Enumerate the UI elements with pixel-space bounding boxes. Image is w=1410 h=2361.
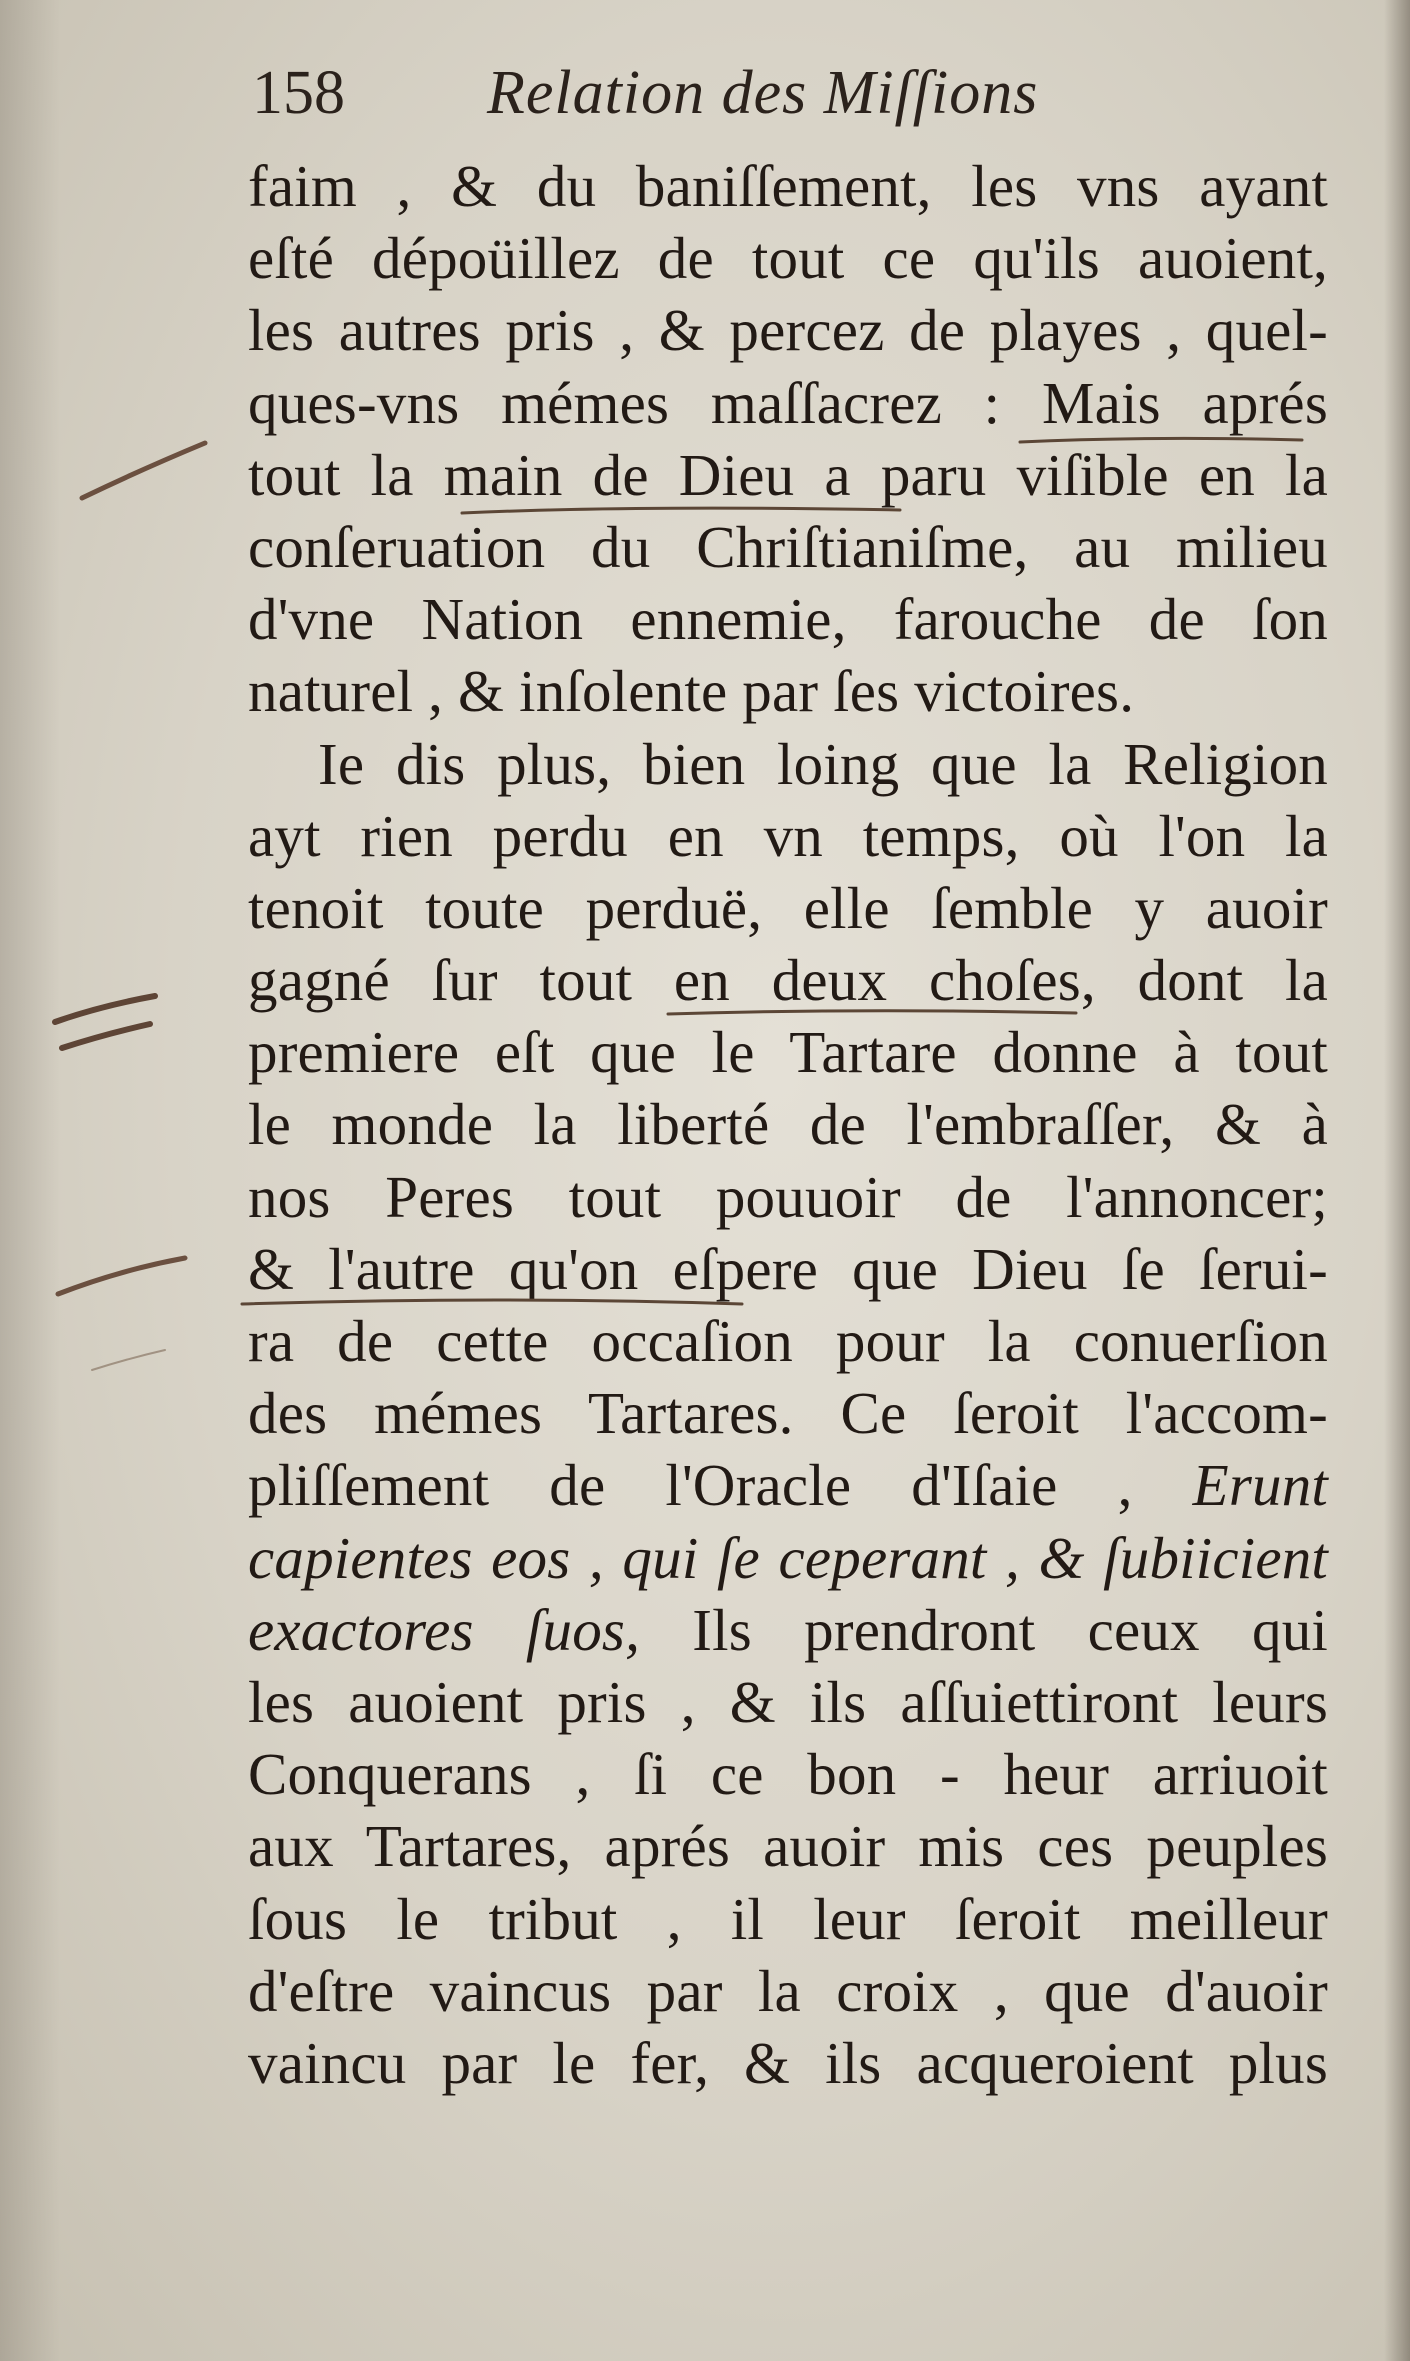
- text-line: des mémes Tartares. Ce ſeroit l'accom-: [248, 1380, 1328, 1447]
- page-number: 158: [252, 59, 345, 127]
- page-edge-shadow: [1384, 0, 1410, 2361]
- page-header: [252, 58, 1312, 138]
- text-line: ayt rien perdu en vn temps, où l'on la: [248, 802, 1328, 869]
- text-line: eſté dépoüillez de tout ce qu'ils auoient,: [248, 225, 1328, 292]
- text-line: nos Peres tout pouuoir de l'annoncer;: [248, 1163, 1328, 1230]
- text-line: les autres pris , & percez de playes , quel-: [248, 297, 1328, 364]
- text-line: Ie dis plus, bien loing que la Religion: [318, 730, 1328, 797]
- text-line: Conquerans , ſi ce bon - heur arriuoit: [248, 1741, 1328, 1808]
- latin-quote-segment: exactores ſuos,: [248, 1596, 641, 1663]
- text-line: d'vne Nation ennemie, farouche de ſon: [248, 586, 1328, 653]
- margin-double-stroke-mark: [55, 996, 155, 1022]
- margin-stroke-mark: [58, 1258, 185, 1294]
- text-line: ra de cette occaſion pour la conuerſion: [248, 1308, 1328, 1374]
- text-line: vaincu par le fer, & ils acqueroient plus: [248, 2029, 1328, 2096]
- latin-quote-line: capientes eos , qui ſe ceperant , & ſubiicient: [248, 1524, 1328, 1591]
- margin-faint-stroke: [92, 1350, 165, 1370]
- text-line: aux Tartares, aprés auoir mis ces peuples: [248, 1813, 1328, 1880]
- text-line: conſeruation du Chriſtianiſme, au milieu: [248, 513, 1328, 580]
- text-line: tout la main de Dieu a paru viſible en la: [248, 441, 1328, 508]
- margin-stroke-mark: [82, 443, 205, 498]
- text-line: naturel , & inſolente par ſes victoires.: [248, 658, 1135, 725]
- text-line: [248, 1594, 1328, 1666]
- text-line: ſous le tribut , il leur ſeroit meilleur: [248, 1885, 1328, 1952]
- text-line: d'eſtre vaincus par la croix , que d'auoir: [248, 1957, 1328, 2024]
- text-line: faim , & du baniſſement, les vns ayant: [248, 153, 1328, 219]
- text-line: gagné ſur tout en deux choſes, dont la: [248, 947, 1328, 1014]
- text-line: [248, 1449, 1328, 1521]
- text-segment: Ils prendront ceux qui: [692, 1596, 1328, 1663]
- text-line: premiere eſt que le Tartare donne à tout: [248, 1019, 1328, 1086]
- margin-double-stroke-mark: [62, 1024, 150, 1048]
- body-text: [248, 150, 1328, 2099]
- text-line: les auoient pris , & ils aſſuiettiront leurs: [248, 1668, 1328, 1735]
- text-line: tenoit toute perduë, elle ſemble y auoir: [248, 874, 1328, 941]
- running-head: Relation des Miſſions: [487, 59, 1039, 127]
- text-line: & l'autre qu'on eſpere que Dieu ſe ſerui-: [248, 1235, 1328, 1302]
- latin-quote-segment: Erunt: [1192, 1452, 1329, 1519]
- page-gutter-shadow: [0, 0, 60, 2361]
- text-line: le monde la liberté de l'embraſſer, & à: [248, 1091, 1328, 1158]
- text-segment: pliſſement de l'Oracle d'Iſaie ,: [248, 1452, 1133, 1519]
- text-line: ques-vns mémes maſſacrez : Mais aprés: [248, 369, 1328, 436]
